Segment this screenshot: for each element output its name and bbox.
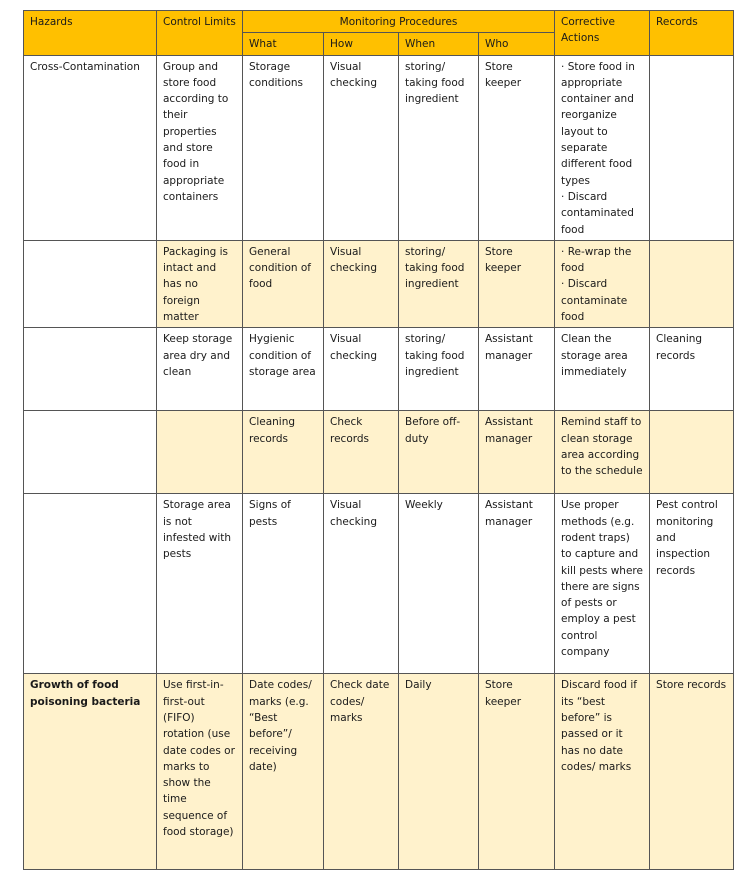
table-row <box>24 494 734 674</box>
cell-how: Check date codes/ marks <box>324 674 399 870</box>
header-how: How <box>324 33 399 55</box>
cell-corrective-action: Clean the storage area immediately <box>555 328 650 411</box>
cell-hazard: Growth of food poisoning bacteria <box>24 674 157 870</box>
cell-hazard: Cross-Contamination <box>24 55 157 240</box>
cell-corrective-action: Use proper methods (e.g. rodent traps) to capture and kill pests where there are signs of pests or employ a pest control company <box>555 494 650 674</box>
header-monitoring-procedures: Monitoring Procedures <box>243 11 555 33</box>
cell-how: Visual checking <box>324 240 399 327</box>
haccp-table <box>23 10 734 870</box>
header-records: Records <box>650 11 734 56</box>
cell-when: storing/ taking food ingredient <box>399 55 479 240</box>
cell-what: General condition of food <box>243 240 324 327</box>
cell-who: Store keeper <box>479 674 555 870</box>
cell-hazard <box>24 240 157 327</box>
cell-what: Signs of pests <box>243 494 324 674</box>
cell-corrective-action: · Re-wrap the food · Discard contaminate food <box>555 240 650 327</box>
table-row <box>24 674 734 870</box>
cell-how: Visual checking <box>324 328 399 411</box>
cell-control-limit <box>157 411 243 494</box>
cell-who: Store keeper <box>479 240 555 327</box>
cell-control-limit: Use first-in-first-out (FIFO) rotation (use date codes or marks to show the time sequence of food storage) <box>157 674 243 870</box>
cell-hazard <box>24 411 157 494</box>
cell-how: Visual checking <box>324 494 399 674</box>
table-row <box>24 411 734 494</box>
cell-what: Storage conditions <box>243 55 324 240</box>
cell-records: Cleaning records <box>650 328 734 411</box>
header-what: What <box>243 33 324 55</box>
cell-control-limit: Packaging is intact and has no foreign matter <box>157 240 243 327</box>
cell-corrective-action: · Store food in appropriate container and reorganize layout to separate different food types · Discard contaminated food <box>555 55 650 240</box>
cell-how: Visual checking <box>324 55 399 240</box>
header-when: When <box>399 33 479 55</box>
cell-records <box>650 240 734 327</box>
cell-records: Store records <box>650 674 734 870</box>
header-corrective-actions: Corrective Actions <box>555 11 650 56</box>
cell-corrective-action: Remind staff to clean storage area according to the schedule <box>555 411 650 494</box>
header-control-limits: Control Limits <box>157 11 243 56</box>
cell-when: Daily <box>399 674 479 870</box>
cell-what: Cleaning records <box>243 411 324 494</box>
cell-hazard <box>24 328 157 411</box>
cell-control-limit: Keep storage area dry and clean <box>157 328 243 411</box>
cell-who: Store keeper <box>479 55 555 240</box>
cell-control-limit: Group and store food according to their properties and store food in appropriate containers <box>157 55 243 240</box>
cell-records <box>650 55 734 240</box>
cell-records: Pest control monitoring and inspection records <box>650 494 734 674</box>
cell-what: Hygienic condition of storage area <box>243 328 324 411</box>
table-row <box>24 55 734 240</box>
cell-records <box>650 411 734 494</box>
cell-when: storing/ taking food ingredient <box>399 328 479 411</box>
header-who: Who <box>479 33 555 55</box>
table-row <box>24 328 734 411</box>
cell-when: Before off-duty <box>399 411 479 494</box>
table-row <box>24 240 734 327</box>
cell-control-limit: Storage area is not infested with pests <box>157 494 243 674</box>
cell-when: storing/ taking food ingredient <box>399 240 479 327</box>
cell-how: Check records <box>324 411 399 494</box>
cell-who: Assistant manager <box>479 328 555 411</box>
cell-when: Weekly <box>399 494 479 674</box>
cell-what: Date codes/ marks (e.g. “Best before”/ receiving date) <box>243 674 324 870</box>
cell-who: Assistant manager <box>479 494 555 674</box>
cell-who: Assistant manager <box>479 411 555 494</box>
cell-corrective-action: Discard food if its “best before” is passed or it has no date codes/ marks <box>555 674 650 870</box>
header-hazards: Hazards <box>24 11 157 56</box>
cell-hazard <box>24 494 157 674</box>
